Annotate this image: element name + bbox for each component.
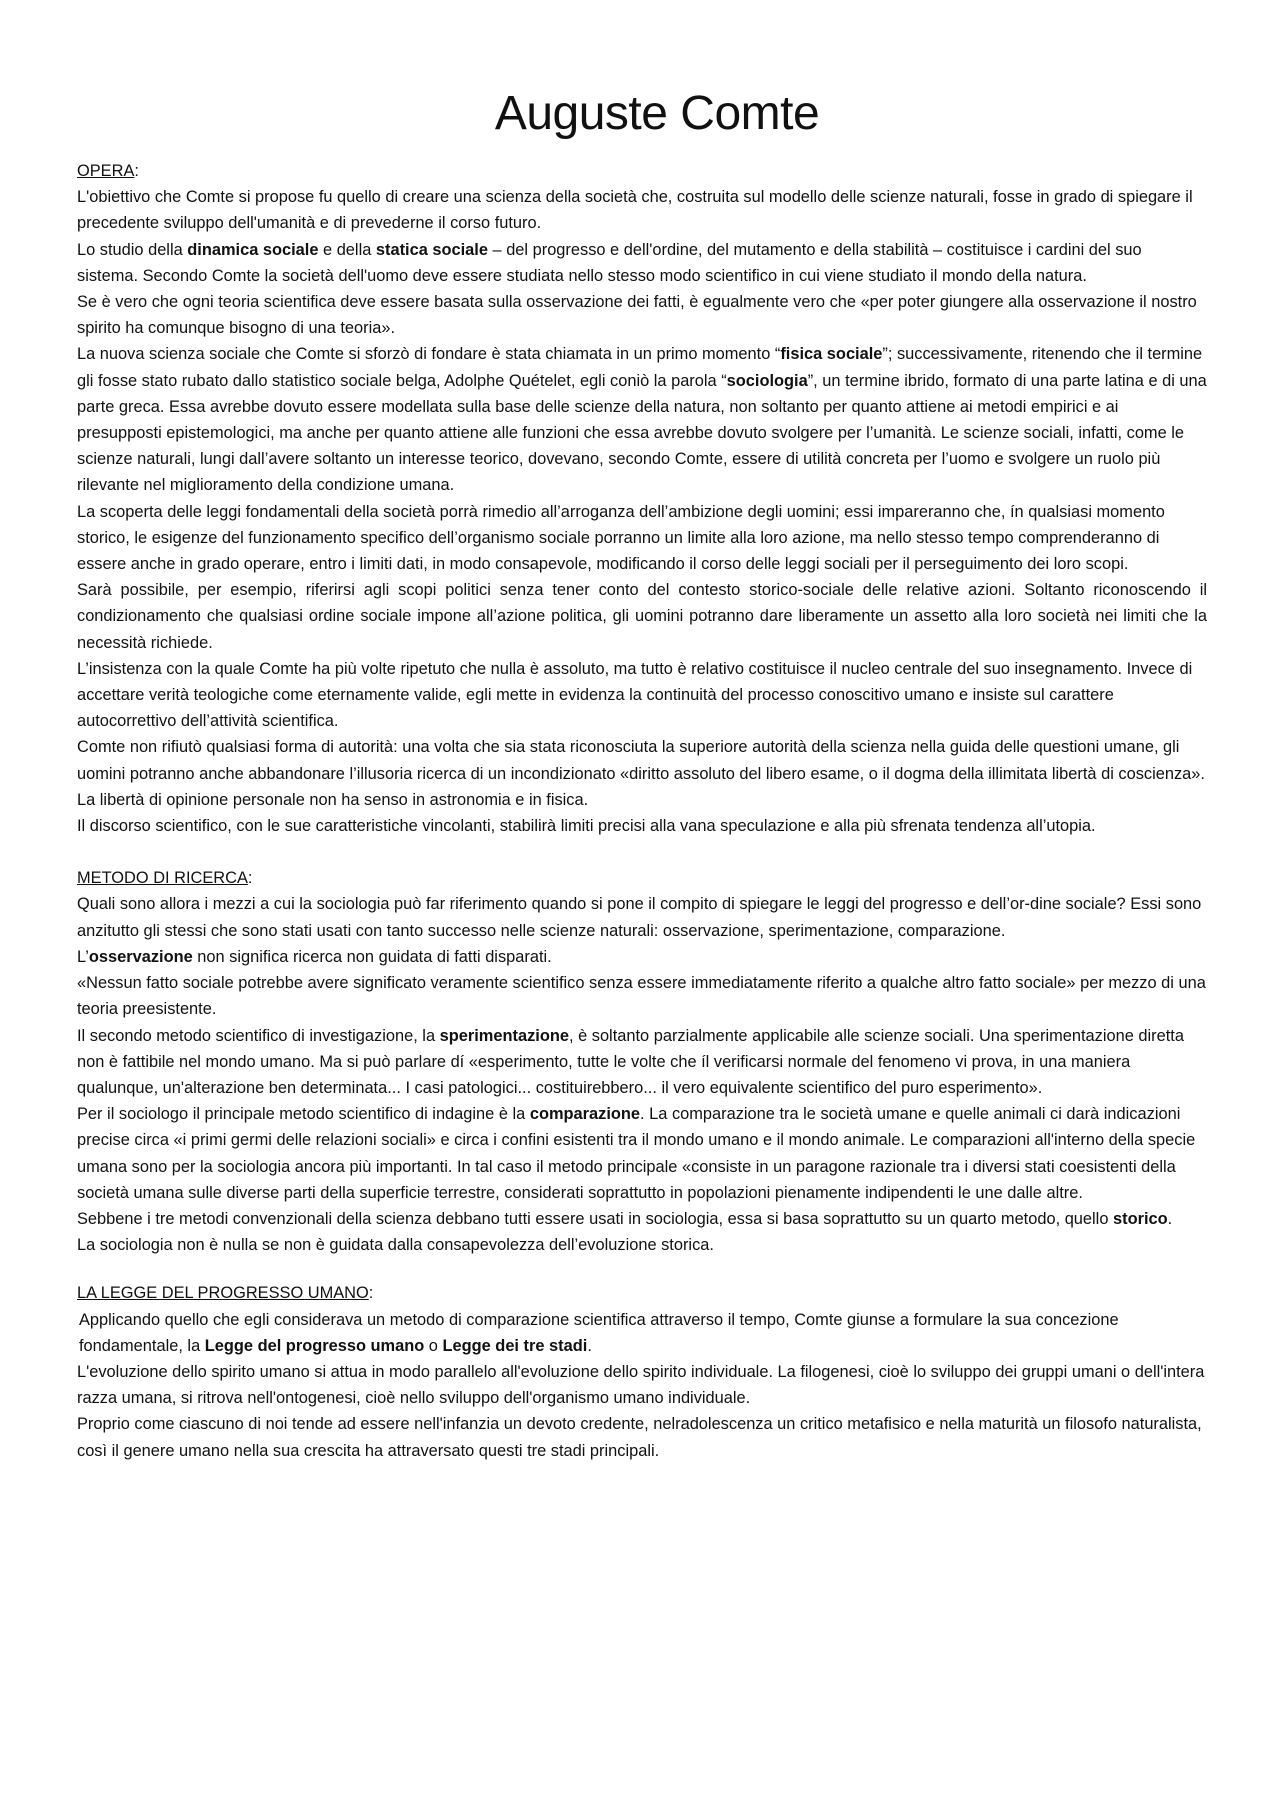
paragraph — [77, 944, 1207, 970]
section-heading — [77, 158, 1207, 184]
section-heading — [77, 1280, 1207, 1306]
section-heading-colon: : — [247, 869, 253, 888]
text-run: . La comparazione tra le società umane e quelle animali ci darà indicazioni precise circa «i primi germi delle relazioni sociali» e circa i confini esistenti tra il mondo umano e il mondo animale. Le comparazioni all'interno della specie umana sono per la sociologia ancora più importanti. In tal caso il metodo principale «consiste in un paragone razionale tra i diversi stati coesistenti della società umana sulle diverse parti della superficie terrestre, considerati soprattutto in popolazioni pienamente indipendenti le une dalle altre. — [77, 1105, 1196, 1202]
bold-term: sociologia — [726, 371, 808, 390]
text-run: Sarà possibile, per esempio, riferirsi agli scopi politici senza tener conto del contesto storico-sociale delle relative azioni. Soltanto riconoscendo il condizionamento che qualsiasi ordine sociale impone all’azione politica, gli uomini potranno dare liberamente un assetto alla loro società nei limiti che la necessità richiede. — [77, 581, 1207, 652]
paragraph — [77, 184, 1207, 236]
section-heading-colon: : — [134, 162, 139, 180]
page-title: Auguste Comte — [494, 87, 820, 140]
text-run: Per il sociologo il principale metodo scientifico di indagine è la — [77, 1105, 530, 1124]
text-run: La nuova scienza sociale che Comte si sforzò di fondare è stata chiamata in un primo momento “ — [77, 345, 781, 364]
text-run: Sebbene i tre metodi convenzionali della scienza debbano tutti essere usati in sociologia, essa si basa soprattutto su un quarto metodo, quello — [77, 1209, 1113, 1228]
bold-term: storico — [1113, 1209, 1168, 1228]
paragraph — [77, 734, 1207, 786]
text-run: Quali sono allora i mezzi a cui la sociologia può far riferimento quando si pone il compito di spiegare le leggi del progresso e dell’or-dine sociale? Essi sono anzitutto gli stessi che sono stati usati con tanto successo nelle scienze naturali: osservazione, sperimentazione, comparazione. — [77, 895, 1202, 940]
paragraph — [77, 1206, 1207, 1232]
text-run: La scoperta delle leggi fondamentali della società porrà rimedio all’arroganza dell’ambizione degli uomini; essi impareranno che, ín qualsiasi momento storico, le esigenze del funzionamento specifico dell’organismo sociale porranno un limite alla loro azione, ma nello stesso tempo comprenderanno di essere anche in grado operare, entro i limiti dati, in modo consapevole, modificando il corso delle leggi sociali per il perseguimento dei loro scopi. — [77, 502, 1165, 574]
text-run: La sociologia non è nulla se non è guidata dalla consapevolezza dell’evoluzione storica. — [77, 1236, 714, 1255]
bold-term: osservazione — [88, 947, 193, 966]
section-1 — [77, 865, 1207, 1258]
section-heading-text: OPERA — [77, 162, 135, 180]
section-heading-colon: : — [368, 1284, 374, 1303]
text-run: L’ — [77, 947, 89, 966]
text-run: Applicando quello che egli considerava un metodo di comparazione scientifica attraverso il tempo, Comte giunse a formulare la sua concezione fondamentale, la — [79, 1310, 1119, 1355]
paragraph — [77, 787, 1207, 813]
text-run: non significa ricerca non guidata di fatti disparati. — [192, 947, 552, 966]
paragraph — [77, 1411, 1207, 1463]
text-run: La libertà di opinione personale non ha senso in astronomia e in fisica. — [77, 790, 589, 809]
paragraph — [77, 891, 1207, 943]
bold-term: comparazione — [529, 1105, 641, 1124]
bold-term: Legge dei tre stadi — [442, 1336, 588, 1355]
paragraph — [77, 656, 1207, 735]
bold-term: dinamica sociale — [187, 240, 319, 259]
text-run: L'obiettivo che Comte si propose fu quello di creare una scienza della società che, costruita sul modello delle scienze naturali, fosse in grado di spiegare il precedente sviluppo dell'umanità e di prevederne il corso futuro. — [77, 188, 1193, 233]
paragraph — [77, 499, 1207, 578]
paragraph — [77, 1232, 1207, 1258]
section-0 — [77, 158, 1207, 839]
paragraph — [77, 1101, 1207, 1206]
paragraph — [77, 577, 1207, 656]
text-run: e della — [318, 240, 376, 259]
section-heading — [77, 865, 1207, 891]
text-run: Proprio come ciascuno di noi tende ad essere nell'infanzia un devoto credente, nelradolescenza un critico metafisico e nella maturità un filosofo naturalista, così il genere umano nella sua crescita ha attraversato questi tre stadi principali. — [77, 1415, 1202, 1460]
text-run: Il secondo metodo scientifico di investigazione, la — [77, 1026, 440, 1045]
paragraph — [77, 813, 1207, 839]
paragraph — [77, 289, 1207, 341]
text-run: – del progresso e dell'ordine, del mutamento e della stabilità – costituisce i cardini del suo sistema. Secondo Comte la società dell'uomo deve essere studiata nello stesso modo scientifico in cui viene studiato il mondo della natura. — [77, 240, 1142, 285]
paragraph — [77, 1023, 1207, 1102]
document-page — [77, 88, 1207, 1464]
paragraph — [77, 237, 1207, 289]
text-run: Se è vero che ogni teoria scientifica deve essere basata sulla osservazione dei fatti, è egualmente vero che «per poter giungere alla osservazione il nostro spirito ha comunque bisogno di una teoria». — [77, 293, 1197, 338]
bold-term: fisica sociale — [780, 345, 883, 364]
section-heading-text: LA LEGGE DEL PROGRESSO UMANO — [77, 1284, 369, 1303]
section-2 — [77, 1280, 1207, 1463]
text-run: o — [424, 1336, 443, 1355]
bold-term: Legge del progresso umano — [204, 1336, 425, 1355]
text-run: ”; successivamente, ritenendo che il termine gli fosse stato rubato dallo statistico sociale belga, Adolphe Quételet, egli coniò la parola “ — [77, 345, 1203, 390]
paragraph — [77, 970, 1207, 1022]
text-run: . — [1167, 1209, 1173, 1228]
text-run: «Nessun fatto sociale potrebbe avere significato veramente scientifico senza essere immediatamente riferito a qualche altro fatto sociale» per mezzo di una teoria preesistente. — [77, 974, 1206, 1019]
text-run: . — [587, 1336, 592, 1355]
text-run: Il discorso scientifico, con le sue caratteristiche vincolanti, stabilirà limiti precisi alla vana speculazione e alla più sfrenata tendenza all’utopia. — [77, 817, 1096, 836]
text-run: L’insistenza con la quale Comte ha più volte ripetuto che nulla è assoluto, ma tutto è relativo costituisce il nucleo centrale del suo insegnamento. Invece di accettare verità teologiche come eternamente valide, egli mette in evidenza la continuità del processo conoscitivo umano e insiste sul carattere autocorrettivo dell’attività scientifica. — [77, 659, 1193, 731]
text-run: L'evoluzione dello spirito umano si attua in modo parallelo all'evoluzione dello spirito individuale. La filogenesi, cioè lo sviluppo dei gruppi umani o dell'intera razza umana, si ritrova nell'ontogenesi, cioè nello sviluppo dell'organismo umano individuale. — [77, 1362, 1205, 1408]
document-body — [77, 158, 1207, 1464]
text-run: Lo studio della — [77, 240, 188, 259]
section-heading-text: METODO DI RICERCA — [77, 869, 248, 888]
text-run: Comte non rifiutò qualsiasi forma di autorità: una volta che sia stata riconosciuta la superiore autorità della scienza nella guida delle questioni umane, gli uomini potranno anche abbandonare l’illusoria ricerca di un incondizionato «diritto assoluto del libero esame, o il dogma della illimitata libertà di coscienza». — [77, 738, 1205, 783]
text-run: , è soltanto parzialmente applicabile alle scienze sociali. Una sperimentazione diretta non è fattibile nel mondo umano. Ma si può parlare dí «esperimento, tutte le volte che íl verificarsi normale del fenomeno vi prova, in una maniera qualunque, un'alterazione ben determinata... I casi patologici... costituirebbero... il vero equivalente scientifico del puro esperimento». — [77, 1026, 1184, 1097]
bold-term: statica sociale — [375, 240, 488, 259]
bold-term: sperimentazione — [439, 1026, 569, 1045]
paragraph — [77, 1307, 1207, 1359]
paragraph — [77, 1359, 1207, 1411]
text-run: ”, un termine ibrido, formato di una parte latina e di una parte greca. Essa avrebbe dovuto essere modellata sulla base delle scienze della natura, non soltanto per quanto attiene ai metodi empirici e ai presupposti epistemologici, ma anche per quanto attiene alle funzioni che essa avrebbe dovuto svolgere per l’umanità. Le scienze sociali, infatti, come le scienze naturali, lungi dall’avere soltanto un interesse teorico, dovevano, secondo Comte, essere di utilità concreta per l’uomo e svolgere un ruolo più rilevante nel miglioramento della condizione umana. — [77, 371, 1207, 495]
paragraph — [77, 341, 1207, 498]
